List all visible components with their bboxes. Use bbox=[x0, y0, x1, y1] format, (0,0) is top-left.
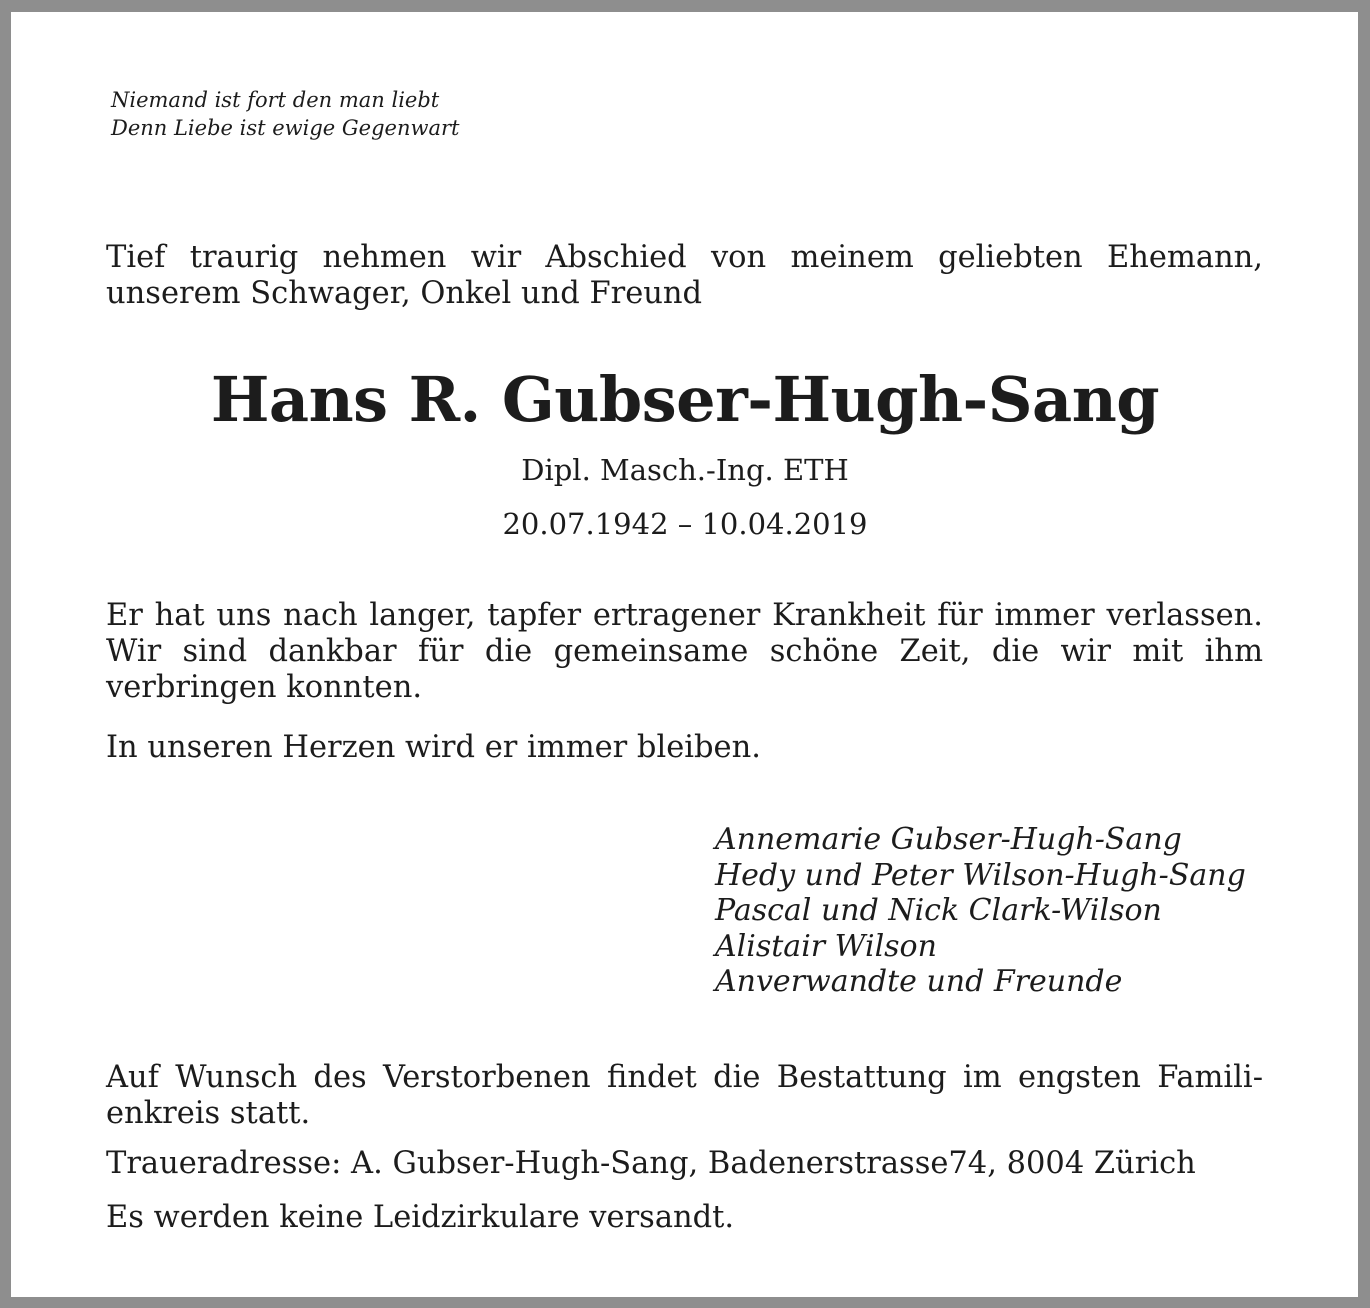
mourning-address: Traueradresse: A. Gubser-Hugh-Sang, Badenerstrasse74, 8004 Zürich bbox=[106, 1146, 1196, 1181]
message-paragraph bbox=[106, 598, 1263, 706]
motto bbox=[111, 86, 459, 142]
mourners-list bbox=[715, 822, 1246, 1000]
deceased-title: Dipl. Masch.-Ing. ETH bbox=[521, 453, 849, 487]
intro-line: unserem Schwager, Onkel und Freund bbox=[106, 276, 703, 311]
message-line: Wir sind dankbar für die gemeinsame schöne Zeit, die wir mit ihm bbox=[106, 634, 1263, 669]
intro-line: Tief traurig nehmen wir Abschied von meinem geliebten Ehemann, bbox=[106, 240, 1263, 275]
mourner-name: Hedy und Peter Wilson-Hugh-Sang bbox=[715, 857, 1246, 893]
mourner-name: Pascal und Nick Clark-Wilson bbox=[715, 893, 1162, 928]
mourner-name: Annemarie Gubser-Hugh-Sang bbox=[715, 822, 1182, 857]
funeral-note-line: Auf Wunsch des Verstorbenen findet die Bestattung im engsten Famili- bbox=[106, 1060, 1263, 1095]
circulars-note: Es werden keine Leidzirkulare versandt. bbox=[106, 1200, 735, 1235]
intro-paragraph bbox=[106, 240, 1263, 312]
life-dates: 20.07.1942 – 10.04.2019 bbox=[502, 507, 868, 541]
funeral-note bbox=[106, 1060, 1263, 1132]
mourner-name: Alistair Wilson bbox=[715, 928, 937, 964]
funeral-note-line: enkreis statt. bbox=[106, 1096, 311, 1131]
mourner-name: Anverwandte und Freunde bbox=[715, 964, 1123, 999]
message-line: Er hat uns nach langer, tapfer ertragener Krankheit für immer verlassen. bbox=[106, 598, 1263, 633]
closing-line: In unseren Herzen wird er immer bleiben. bbox=[106, 730, 761, 765]
motto-line: Niemand ist fort den man liebt bbox=[111, 88, 440, 112]
motto-line: Denn Liebe ist ewige Gegenwart bbox=[111, 116, 460, 140]
deceased-name: Hans R. Gubser-Hugh-Sang bbox=[210, 363, 1160, 436]
message-line: verbringen konnten. bbox=[106, 670, 423, 705]
